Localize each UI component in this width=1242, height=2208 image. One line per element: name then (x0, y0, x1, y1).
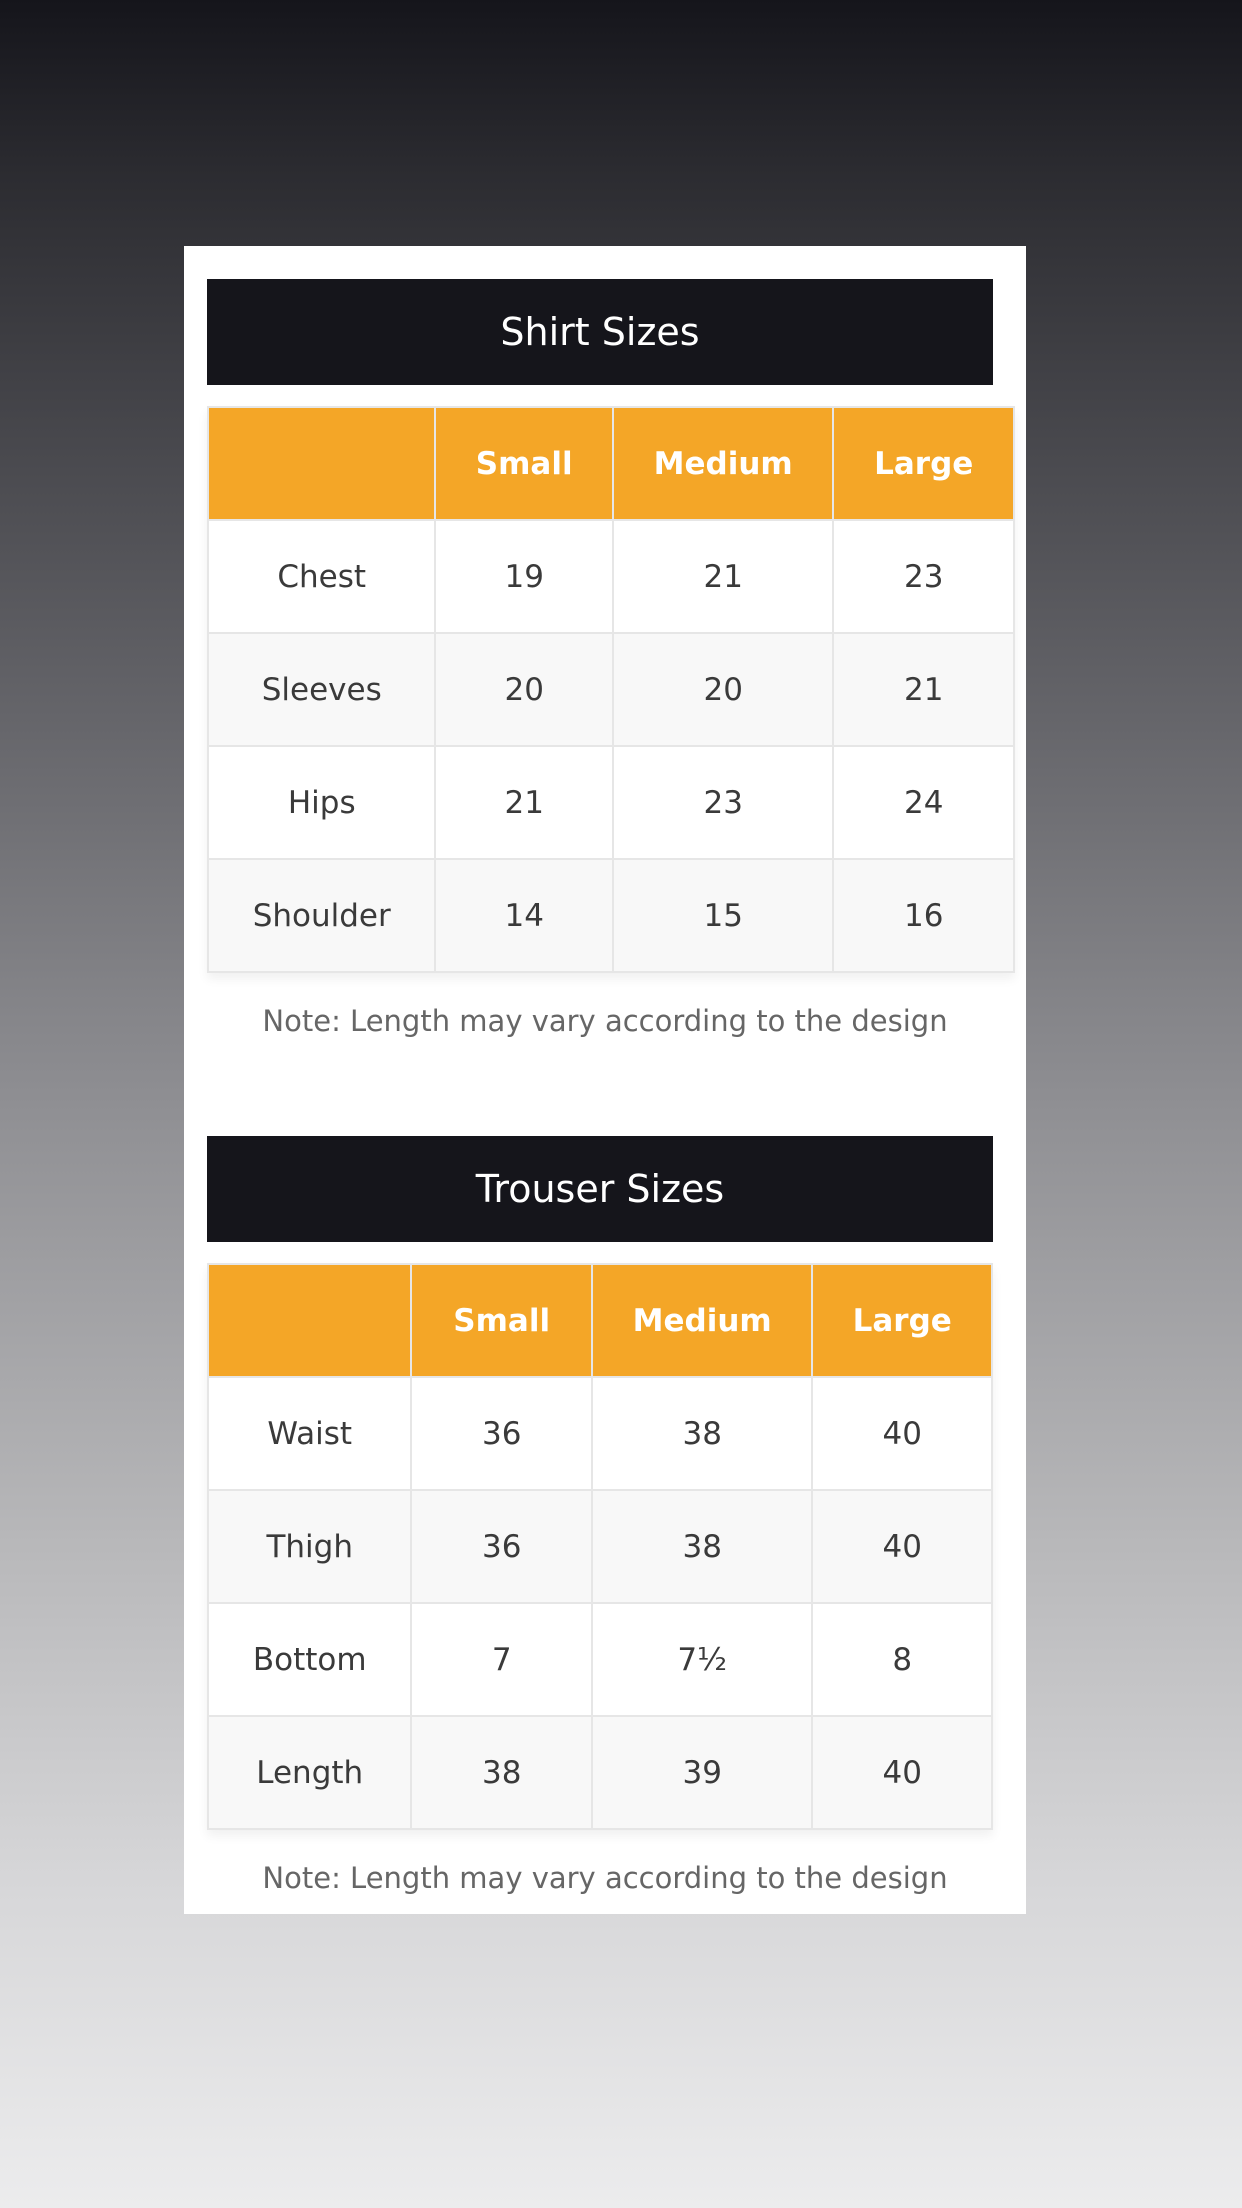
cell-medium: 39 (592, 1716, 813, 1829)
cell-small: 20 (435, 633, 613, 746)
cell-medium: 15 (613, 859, 834, 972)
row-label: Thigh (208, 1490, 411, 1603)
cell-large: 24 (833, 746, 1014, 859)
row-label: Bottom (208, 1603, 411, 1716)
cell-medium: 21 (613, 520, 834, 633)
cell-medium: 23 (613, 746, 834, 859)
table-header-row (208, 1264, 992, 1377)
cell-small: 38 (411, 1716, 592, 1829)
column-header-large: Large (812, 1264, 992, 1377)
trouser-length-note: Note: Length may vary according to the design (262, 1861, 948, 1895)
shirt-length-note: Note: Length may vary according to the design (262, 1004, 948, 1038)
row-label: Shoulder (208, 859, 435, 972)
row-label: Hips (208, 746, 435, 859)
cell-small: 7 (411, 1603, 592, 1716)
row-label: Length (208, 1716, 411, 1829)
column-header-medium: Medium (613, 407, 834, 520)
cell-small: 36 (411, 1377, 592, 1490)
table-row (208, 1603, 992, 1716)
column-header-empty (208, 1264, 411, 1377)
cell-small: 21 (435, 746, 613, 859)
row-label: Sleeves (208, 633, 435, 746)
shirt-sizes-header (207, 279, 993, 385)
cell-medium: 38 (592, 1490, 813, 1603)
shirt-sizes-title: Shirt Sizes (500, 310, 700, 354)
table-header-row (208, 407, 1014, 520)
table-row (208, 1377, 992, 1490)
table-row (208, 1490, 992, 1603)
cell-large: 40 (812, 1377, 992, 1490)
cell-large: 40 (812, 1490, 992, 1603)
cell-large: 8 (812, 1603, 992, 1716)
cell-medium: 38 (592, 1377, 813, 1490)
cell-large: 40 (812, 1716, 992, 1829)
column-header-medium: Medium (592, 1264, 813, 1377)
cell-medium: 7½ (592, 1603, 813, 1716)
table-row (208, 746, 1014, 859)
cell-small: 19 (435, 520, 613, 633)
row-label: Waist (208, 1377, 411, 1490)
cell-large: 21 (833, 633, 1014, 746)
table-row (208, 520, 1014, 633)
trouser-sizes-title: Trouser Sizes (475, 1167, 725, 1211)
trouser-sizes-header (207, 1136, 993, 1242)
table-row (208, 1716, 992, 1829)
size-chart-card (184, 246, 1026, 1914)
trouser-size-table (207, 1263, 993, 1830)
column-header-empty (208, 407, 435, 520)
cell-large: 16 (833, 859, 1014, 972)
table-row (208, 633, 1014, 746)
column-header-small: Small (435, 407, 613, 520)
column-header-large: Large (833, 407, 1014, 520)
cell-medium: 20 (613, 633, 834, 746)
cell-small: 14 (435, 859, 613, 972)
shirt-size-table (207, 406, 1015, 973)
column-header-small: Small (411, 1264, 592, 1377)
cell-small: 36 (411, 1490, 592, 1603)
table-row (208, 859, 1014, 972)
row-label: Chest (208, 520, 435, 633)
cell-large: 23 (833, 520, 1014, 633)
